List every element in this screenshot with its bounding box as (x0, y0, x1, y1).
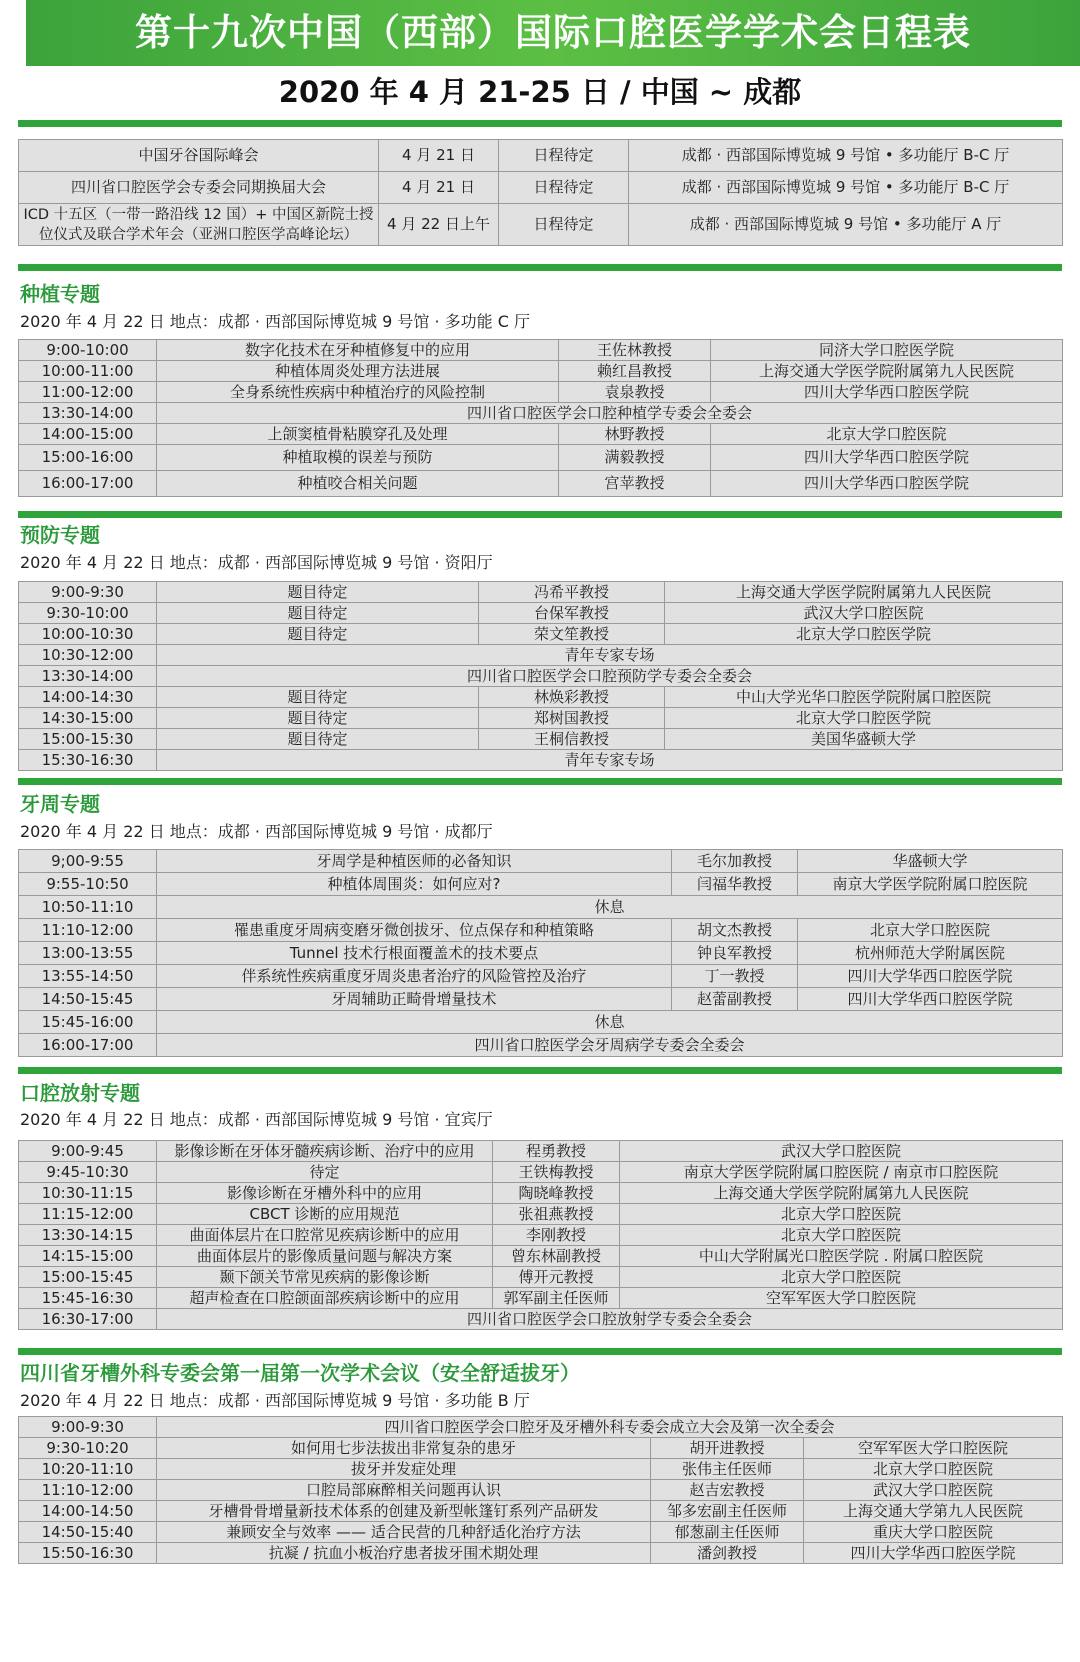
section-table (18, 1416, 1063, 1564)
table-cell: 武汉大学口腔医院 (620, 1141, 1063, 1162)
table-cell: 南京大学医学院附属口腔医院 / 南京市口腔医院 (620, 1162, 1063, 1183)
table-cell: 上海交通大学医学院附属第九人民医院 (665, 582, 1063, 603)
section-title: 牙周专题 (20, 792, 100, 816)
table-cell: 14:30-15:00 (19, 708, 157, 729)
table-cell: 15:30-16:30 (19, 750, 157, 771)
table-cell: 王佐林教授 (559, 340, 711, 361)
table-row (19, 1246, 1063, 1267)
section-info: 2020 年 4 月 22 日 地点：成都 · 西部国际博览城 9 号馆 · 多功能 C 厅 (20, 312, 530, 331)
overview-table (18, 139, 1063, 246)
table-cell: 11:00-12:00 (19, 382, 157, 403)
green-divider (18, 1348, 1062, 1355)
table-cell: 题目待定 (157, 603, 479, 624)
table-cell: 上颌窦植骨粘膜穿孔及处理 (157, 424, 559, 445)
table-cell: 数字化技术在牙种植修复中的应用 (157, 340, 559, 361)
section-title: 口腔放射专题 (20, 1081, 140, 1105)
table-cell: 伴系统性疾病重度牙周炎患者治疗的风险管控及治疗 (157, 965, 672, 988)
green-divider (18, 1067, 1062, 1074)
table-cell: 9:30-10:00 (19, 603, 157, 624)
table-cell: 10:30-12:00 (19, 645, 157, 666)
table-cell: 李刚教授 (493, 1225, 620, 1246)
table-cell: 13:30-14:15 (19, 1225, 157, 1246)
table-cell: 四川大学华西口腔医学院 (711, 445, 1063, 471)
table-cell: ICD 十五区（一带一路沿线 12 国）+ 中国区新院士授位仪式及联合学术年会（亚洲口腔医学高峰论坛） (19, 204, 379, 246)
table-cell: 日程待定 (499, 140, 629, 172)
table-row (19, 708, 1063, 729)
table-cell: 上海交通大学第九人民医院 (804, 1501, 1063, 1522)
table-cell: 林野教授 (559, 424, 711, 445)
table-cell: 14:50-15:40 (19, 1522, 157, 1543)
table-cell: 南京大学医学院附属口腔医院 (798, 873, 1063, 896)
table-cell: 14:50-15:45 (19, 988, 157, 1011)
table-cell: 全身系统性疾病中种植治疗的风险控制 (157, 382, 559, 403)
table-cell: 曲面体层片在口腔常见疾病诊断中的应用 (157, 1225, 493, 1246)
table-cell: 16:30-17:00 (19, 1309, 157, 1330)
table-cell: 重庆大学口腔医院 (804, 1522, 1063, 1543)
table-cell: 10:50-11:10 (19, 896, 157, 919)
table-cell: 北京大学口腔医学院 (665, 624, 1063, 645)
table-cell: 四川省口腔医学会牙周病学专委会全委会 (157, 1034, 1063, 1057)
table-cell: 丁一教授 (672, 965, 798, 988)
section-title: 预防专题 (20, 523, 100, 547)
table-cell: 14:15-15:00 (19, 1246, 157, 1267)
table-cell: 题目待定 (157, 582, 479, 603)
table-cell: 同济大学口腔医学院 (711, 340, 1063, 361)
table-cell: 四川省口腔医学会口腔放射学专委会全委会 (157, 1309, 1063, 1330)
green-divider (18, 778, 1062, 785)
table-cell: 赖红昌教授 (559, 361, 711, 382)
table-cell: 9:00-9:30 (19, 582, 157, 603)
table-cell: 成都 · 西部国际博览城 9 号馆 • 多功能厅 B-C 厅 (629, 172, 1063, 204)
table-row (19, 1417, 1063, 1438)
table-row (19, 471, 1063, 497)
table-cell: 上海交通大学医学院附属第九人民医院 (620, 1183, 1063, 1204)
table-cell: 闫福华教授 (672, 873, 798, 896)
table-cell: 空军军医大学口腔医院 (620, 1288, 1063, 1309)
table-cell: 赵蕾副教授 (672, 988, 798, 1011)
table-cell: 抗凝 / 抗血小板治疗患者拔牙围术期处理 (157, 1543, 651, 1564)
table-row (19, 1309, 1063, 1330)
table-cell: 10:30-11:15 (19, 1183, 157, 1204)
table-cell: 美国华盛顿大学 (665, 729, 1063, 750)
table-cell: 曾东林副教授 (493, 1246, 620, 1267)
table-cell: 休息 (157, 1011, 1063, 1034)
section-info: 2020 年 4 月 22 日 地点：成都 · 西部国际博览城 9 号馆 · 多功能 B 厅 (20, 1391, 530, 1410)
table-cell: 9:00-9:30 (19, 1417, 157, 1438)
table-cell: 满毅教授 (559, 445, 711, 471)
table-cell: 四川大学华西口腔医学院 (798, 988, 1063, 1011)
section-table (18, 581, 1063, 771)
table-cell: 超声检查在口腔颌面部疾病诊断中的应用 (157, 1288, 493, 1309)
table-row (19, 582, 1063, 603)
table-cell: 台保军教授 (479, 603, 665, 624)
table-cell: 郭军副主任医师 (493, 1288, 620, 1309)
table-cell: 15:00-15:30 (19, 729, 157, 750)
table-cell: 牙周辅助正畸骨增量技术 (157, 988, 672, 1011)
green-divider (18, 511, 1062, 518)
table-cell: 11:10-12:00 (19, 919, 157, 942)
table-cell: 9:00-10:00 (19, 340, 157, 361)
table-row (19, 361, 1063, 382)
table-cell: 兼顾安全与效率 —— 适合民营的几种舒适化治疗方法 (157, 1522, 651, 1543)
table-row (19, 204, 1063, 246)
table-cell: 四川省口腔医学会口腔预防学专委会全委会 (157, 666, 1063, 687)
table-row (19, 1141, 1063, 1162)
table-cell: 15:45-16:30 (19, 1288, 157, 1309)
table-cell: 种植咬合相关问题 (157, 471, 559, 497)
table-cell: 颞下颌关节常见疾病的影像诊断 (157, 1267, 493, 1288)
table-cell: 种植取模的误差与预防 (157, 445, 559, 471)
table-cell: 日程待定 (499, 172, 629, 204)
table-cell: 张伟主任医师 (651, 1459, 804, 1480)
green-divider (18, 120, 1062, 127)
table-cell: 北京大学口腔医院 (798, 919, 1063, 942)
table-row (19, 687, 1063, 708)
table-cell: 赵吉宏教授 (651, 1480, 804, 1501)
table-row (19, 729, 1063, 750)
table-row (19, 1459, 1063, 1480)
table-cell: 日程待定 (499, 204, 629, 246)
table-row (19, 140, 1063, 172)
table-cell: 种植体周围炎：如何应对? (157, 873, 672, 896)
table-cell: 休息 (157, 896, 1063, 919)
section-title: 四川省牙槽外科专委会第一届第一次学术会议（安全舒适拔牙） (20, 1361, 580, 1385)
table-cell: 北京大学口腔医院 (711, 424, 1063, 445)
table-cell: 北京大学口腔医院 (620, 1267, 1063, 1288)
table-cell: 宫苹教授 (559, 471, 711, 497)
table-row (19, 1501, 1063, 1522)
table-cell: 林焕彩教授 (479, 687, 665, 708)
table-cell: 四川大学华西口腔医学院 (711, 471, 1063, 497)
table-cell: 陶晓峰教授 (493, 1183, 620, 1204)
table-cell: 青年专家专场 (157, 645, 1063, 666)
table-cell: 王铁梅教授 (493, 1162, 620, 1183)
table-cell: 中国牙谷国际峰会 (19, 140, 379, 172)
table-row (19, 1288, 1063, 1309)
table-cell: 9:55-10:50 (19, 873, 157, 896)
table-row (19, 1204, 1063, 1225)
section-info: 2020 年 4 月 22 日 地点：成都 · 西部国际博览城 9 号馆 · 成都厅 (20, 822, 493, 841)
table-cell: 郑树国教授 (479, 708, 665, 729)
table-row (19, 1267, 1063, 1288)
table-cell: 四川省口腔医学会口腔种植学专委会全委会 (157, 403, 1063, 424)
table-cell: 4 月 22 日上午 (379, 204, 499, 246)
table-cell: 胡文杰教授 (672, 919, 798, 942)
page-subtitle: 2020 年 4 月 21-25 日 / 中国 ~ 成都 (278, 75, 802, 109)
table-row (19, 1225, 1063, 1246)
table-row (19, 645, 1063, 666)
table-row (19, 750, 1063, 771)
table-cell: 10:20-11:10 (19, 1459, 157, 1480)
table-cell: 4 月 21 日 (379, 172, 499, 204)
table-cell: 杭州师范大学附属医院 (798, 942, 1063, 965)
table-cell: 待定 (157, 1162, 493, 1183)
table-cell: 10:00-11:00 (19, 361, 157, 382)
table-cell: 华盛顿大学 (798, 850, 1063, 873)
table-cell: 袁泉教授 (559, 382, 711, 403)
table-row (19, 1480, 1063, 1501)
table-row (19, 666, 1063, 687)
table-row (19, 1438, 1063, 1459)
table-row (19, 403, 1063, 424)
table-cell: 11:15-12:00 (19, 1204, 157, 1225)
section-title: 种植专题 (20, 282, 100, 306)
table-cell: 毛尔加教授 (672, 850, 798, 873)
table-cell: 武汉大学口腔医院 (665, 603, 1063, 624)
table-cell: 潘剑教授 (651, 1543, 804, 1564)
table-row (19, 1162, 1063, 1183)
table-cell: 成都 · 西部国际博览城 9 号馆 • 多功能厅 B-C 厅 (629, 140, 1063, 172)
table-cell: 空军军医大学口腔医院 (804, 1438, 1063, 1459)
table-cell: 王桐信教授 (479, 729, 665, 750)
table-cell: 11:10-12:00 (19, 1480, 157, 1501)
green-divider (18, 264, 1062, 271)
table-cell: 程勇教授 (493, 1141, 620, 1162)
table-cell: 胡开进教授 (651, 1438, 804, 1459)
table-cell: 牙周学是种植医师的必备知识 (157, 850, 672, 873)
table-cell: 14:00-14:30 (19, 687, 157, 708)
table-cell: 影像诊断在牙槽外科中的应用 (157, 1183, 493, 1204)
table-row (19, 942, 1063, 965)
table-row (19, 965, 1063, 988)
table-cell: 9:00-9:45 (19, 1141, 157, 1162)
table-cell: 15:00-16:00 (19, 445, 157, 471)
table-cell: 北京大学口腔医院 (620, 1204, 1063, 1225)
table-cell: 9;00-9:55 (19, 850, 157, 873)
table-cell: 四川大学华西口腔医学院 (798, 965, 1063, 988)
table-row (19, 1522, 1063, 1543)
table-cell: 15:00-15:45 (19, 1267, 157, 1288)
table-row (19, 382, 1063, 403)
table-cell: 4 月 21 日 (379, 140, 499, 172)
table-cell: 青年专家专场 (157, 750, 1063, 771)
table-cell: 张祖燕教授 (493, 1204, 620, 1225)
table-cell: 13:30-14:00 (19, 403, 157, 424)
table-cell: 10:00-10:30 (19, 624, 157, 645)
table-cell: 16:00-17:00 (19, 1034, 157, 1057)
table-cell: CBCT 诊断的应用规范 (157, 1204, 493, 1225)
table-row (19, 1543, 1063, 1564)
table-cell: 北京大学口腔医院 (620, 1225, 1063, 1246)
table-cell: 14:00-14:50 (19, 1501, 157, 1522)
table-cell: 口腔局部麻醉相关问题再认识 (157, 1480, 651, 1501)
table-cell: 武汉大学口腔医院 (804, 1480, 1063, 1501)
table-cell: 郁葱副主任医师 (651, 1522, 804, 1543)
table-cell: 成都 · 西部国际博览城 9 号馆 • 多功能厅 A 厅 (629, 204, 1063, 246)
table-row (19, 873, 1063, 896)
table-cell: 题目待定 (157, 729, 479, 750)
table-cell: 邹多宏副主任医师 (651, 1501, 804, 1522)
table-cell: 题目待定 (157, 687, 479, 708)
table-cell: 题目待定 (157, 624, 479, 645)
table-row (19, 624, 1063, 645)
table-cell: 14:00-15:00 (19, 424, 157, 445)
table-cell: 中山大学光华口腔医学院附属口腔医院 (665, 687, 1063, 708)
table-cell: 拔牙并发症处理 (157, 1459, 651, 1480)
table-row (19, 172, 1063, 204)
table-cell: 种植体周炎处理方法进展 (157, 361, 559, 382)
section-info: 2020 年 4 月 22 日 地点：成都 · 西部国际博览城 9 号馆 · 宜宾厅 (20, 1110, 493, 1129)
table-cell: 曲面体层片的影像质量问题与解决方案 (157, 1246, 493, 1267)
table-row (19, 850, 1063, 873)
table-cell: 中山大学附属光口腔医学院 . 附属口腔医院 (620, 1246, 1063, 1267)
section-table (18, 1140, 1063, 1330)
table-cell: 如何用七步法拔出非常复杂的患牙 (157, 1438, 651, 1459)
table-cell: 16:00-17:00 (19, 471, 157, 497)
table-cell: 15:50-16:30 (19, 1543, 157, 1564)
table-cell: 9:45-10:30 (19, 1162, 157, 1183)
table-cell: 罹患重度牙周病变磨牙微创拔牙、位点保存和种植策略 (157, 919, 672, 942)
table-cell: 上海交通大学医学院附属第九人民医院 (711, 361, 1063, 382)
table-cell: 13:00-13:55 (19, 942, 157, 965)
table-cell: 13:55-14:50 (19, 965, 157, 988)
table-row (19, 896, 1063, 919)
table-cell: 13:30-14:00 (19, 666, 157, 687)
table-cell: Tunnel 技术行根面覆盖术的技术要点 (157, 942, 672, 965)
table-cell: 北京大学口腔医院 (804, 1459, 1063, 1480)
table-cell: 四川省口腔医学会口腔牙及牙槽外科专委会成立大会及第一次全委会 (157, 1417, 1063, 1438)
section-table (18, 849, 1063, 1057)
page-title: 第十九次中国（西部）国际口腔医学学术会日程表 (26, 0, 1080, 66)
table-cell: 题目待定 (157, 708, 479, 729)
table-row (19, 988, 1063, 1011)
table-cell: 荣文笙教授 (479, 624, 665, 645)
table-cell: 四川省口腔医学会专委会同期换届大会 (19, 172, 379, 204)
table-row (19, 445, 1063, 471)
table-row (19, 1034, 1063, 1057)
table-row (19, 340, 1063, 361)
table-row (19, 1011, 1063, 1034)
table-cell: 影像诊断在牙体牙髓疾病诊断、治疗中的应用 (157, 1141, 493, 1162)
section-table (18, 339, 1063, 497)
table-row (19, 919, 1063, 942)
table-row (19, 424, 1063, 445)
table-cell: 9:30-10:20 (19, 1438, 157, 1459)
table-cell: 牙槽骨骨增量新技术体系的创建及新型帐篷钉系列产品研发 (157, 1501, 651, 1522)
table-cell: 四川大学华西口腔医学院 (804, 1543, 1063, 1564)
table-cell: 四川大学华西口腔医学院 (711, 382, 1063, 403)
table-row (19, 1183, 1063, 1204)
section-info: 2020 年 4 月 22 日 地点：成都 · 西部国际博览城 9 号馆 · 资阳厅 (20, 553, 493, 572)
table-cell: 北京大学口腔医学院 (665, 708, 1063, 729)
table-cell: 15:45-16:00 (19, 1011, 157, 1034)
table-cell: 傅开元教授 (493, 1267, 620, 1288)
table-cell: 钟良军教授 (672, 942, 798, 965)
table-cell: 冯希平教授 (479, 582, 665, 603)
table-row (19, 603, 1063, 624)
